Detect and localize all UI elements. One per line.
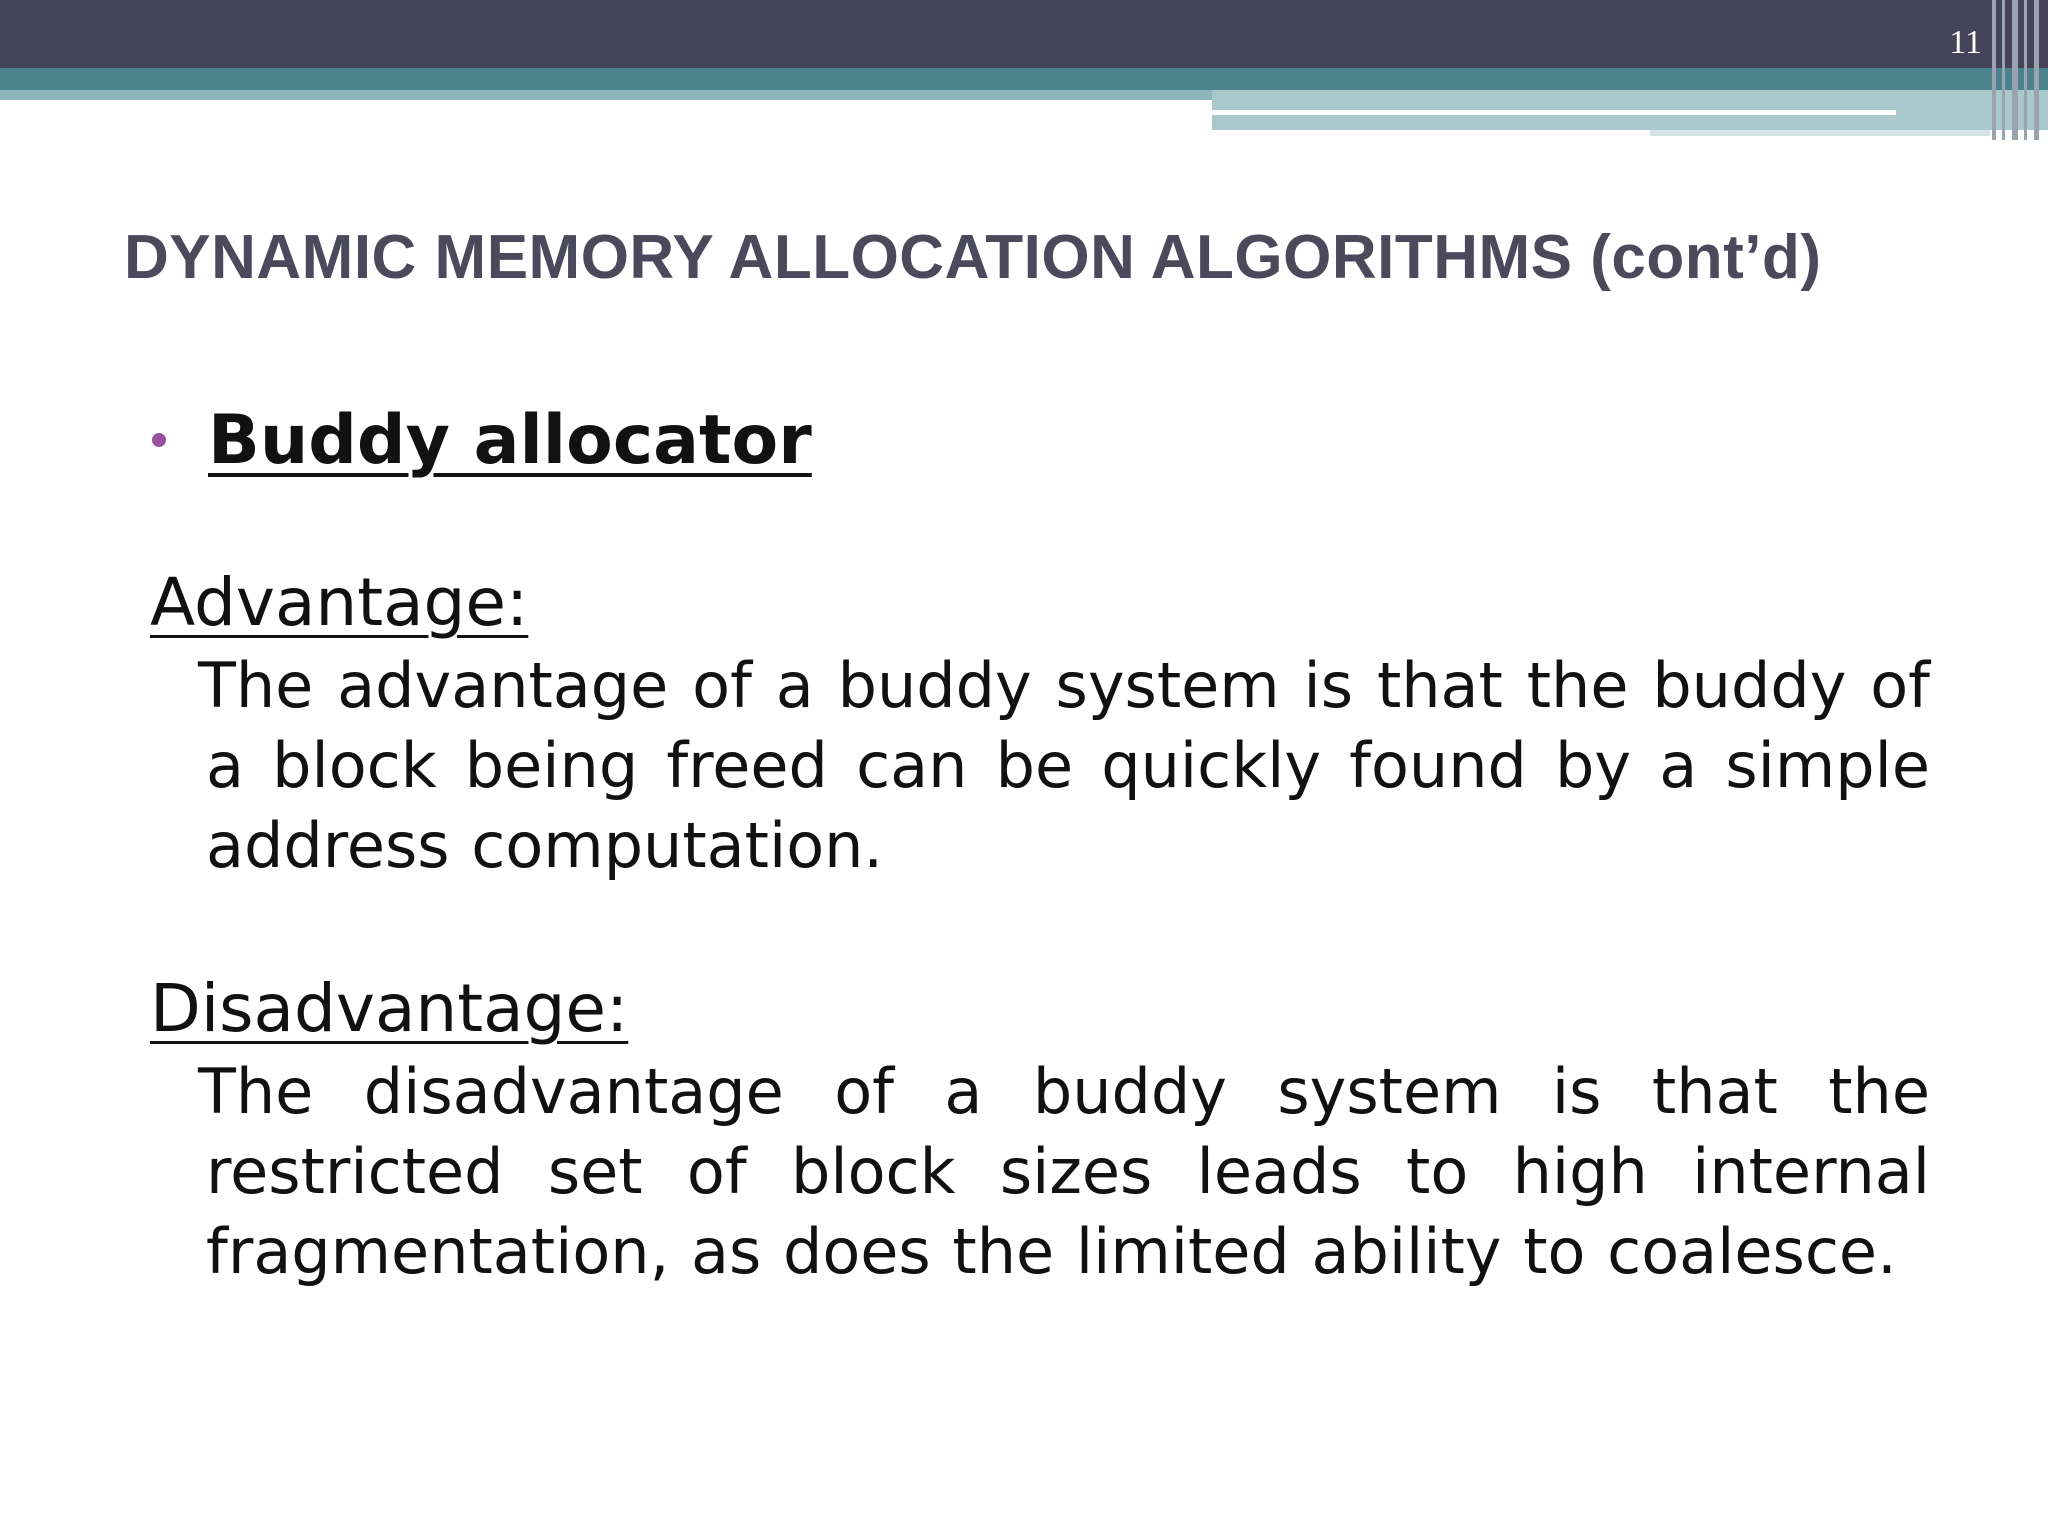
bullet-item: [150, 390, 1930, 490]
top-dark-bar: [0, 0, 2048, 68]
slide-title: DYNAMIC MEMORY ALLOCATION ALGORITHMS (cont’d): [124, 223, 1822, 292]
top-teal-bar: [0, 68, 2048, 90]
bullet-dot-icon: [152, 433, 166, 447]
top-teal-thin-bar: [0, 90, 1212, 100]
bullet-heading: Buddy allocator: [208, 400, 812, 480]
advantage-text: The advantage of a buddy system is that the buddy of a block being freed can be quickly found by a simple address computation.: [198, 649, 1930, 882]
disadvantage-text: The disadvantage of a buddy system is that the restricted set of block sizes leads to high internal fragmentation, as does the limited ability to coalesce.: [198, 1055, 1930, 1288]
vertical-stripes-decoration: [1988, 0, 2048, 140]
advantage-heading: Advantage:: [150, 564, 529, 641]
disadvantage-heading: Disadvantage:: [150, 970, 629, 1047]
accent-line-secondary: [1650, 130, 1990, 136]
page-number: 11: [1949, 24, 1982, 61]
accent-line: [1212, 110, 1896, 115]
slide-content: [150, 390, 1930, 1292]
